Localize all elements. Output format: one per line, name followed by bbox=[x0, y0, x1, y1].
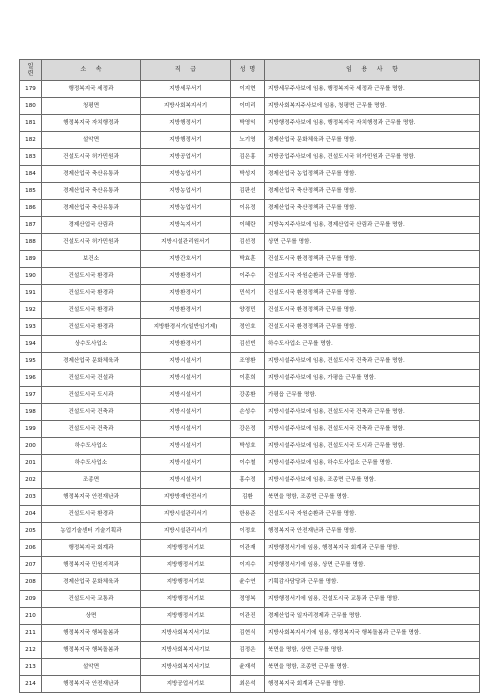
table-row bbox=[20, 234, 480, 251]
name-cell: 손성수 bbox=[231, 404, 265, 421]
name-cell: 노기영 bbox=[231, 132, 265, 149]
department-cell: 경제산업국 문화체육과 bbox=[42, 574, 141, 591]
serial-number-cell: 206 bbox=[20, 540, 42, 557]
name-cell: 윤재석 bbox=[231, 659, 265, 676]
appointment-cell: 하수도사업소 근무를 명함. bbox=[265, 336, 480, 353]
rank-cell: 지방환경서기(일반임기제) bbox=[141, 319, 231, 336]
rank-cell: 지방녹지서기 bbox=[141, 217, 231, 234]
appointment-cell: 지방시설주사보에 임용, 조종면 근무를 명함. bbox=[265, 472, 480, 489]
appointment-cell: 지방사회복지주사보에 임용, 청평면 근무를 명함. bbox=[265, 98, 480, 115]
serial-number-cell: 214 bbox=[20, 676, 42, 693]
name-cell: 이관진 bbox=[231, 608, 265, 625]
serial-number-cell: 180 bbox=[20, 98, 42, 115]
department-cell: 행정복지국 행복돌봄과 bbox=[42, 625, 141, 642]
appointment-cell: 지방시설주사보에 임용, 건설도시국 도시과 근무를 명함. bbox=[265, 438, 480, 455]
department-cell: 경제산업국 산림과 bbox=[42, 217, 141, 234]
table-row bbox=[20, 353, 480, 370]
name-cell: 강은정 bbox=[231, 421, 265, 438]
rank-cell: 지방환경서기 bbox=[141, 336, 231, 353]
serial-number-cell: 186 bbox=[20, 200, 42, 217]
department-cell: 행정복지국 행복돌봄과 bbox=[42, 642, 141, 659]
appointment-cell: 경제산업국 문화체육과 근무를 명함. bbox=[265, 132, 480, 149]
name-cell: 정영복 bbox=[231, 591, 265, 608]
name-cell: 김선빈 bbox=[231, 336, 265, 353]
name-cell: 김정은 bbox=[231, 642, 265, 659]
name-cell: 양경민 bbox=[231, 302, 265, 319]
table-row bbox=[20, 115, 480, 132]
table-row bbox=[20, 387, 480, 404]
name-cell: 최은석 bbox=[231, 676, 265, 693]
rank-cell: 지방행정서기보 bbox=[141, 608, 231, 625]
name-cell: 김은홍 bbox=[231, 149, 265, 166]
rank-cell: 지방공업서기보 bbox=[141, 676, 231, 693]
rank-cell: 지방시설서기 bbox=[141, 455, 231, 472]
appointment-cell: 지방사회복지서기에 임용, 행정복지국 행복돌봄과 근무를 명함. bbox=[265, 625, 480, 642]
name-cell: 이주수 bbox=[231, 268, 265, 285]
name-cell: 이훈희 bbox=[231, 370, 265, 387]
serial-number-cell: 203 bbox=[20, 489, 42, 506]
table-row bbox=[20, 540, 480, 557]
appointment-cell: 건설도시국 환경정책과 근무를 명함. bbox=[265, 302, 480, 319]
appointment-document bbox=[19, 59, 480, 693]
name-cell: 조영환 bbox=[231, 353, 265, 370]
department-cell: 경제산업국 문화체육과 bbox=[42, 353, 141, 370]
serial-number-cell: 191 bbox=[20, 285, 42, 302]
serial-number-cell: 182 bbox=[20, 132, 42, 149]
serial-number-cell: 212 bbox=[20, 642, 42, 659]
appointment-cell: 건설도시국 환경정책과 근무를 명함. bbox=[265, 285, 480, 302]
appointment-cell: 지방시설주사보에 임용, 건설도시국 건축과 근무를 명함. bbox=[265, 421, 480, 438]
serial-number-cell: 179 bbox=[20, 81, 42, 98]
appointment-cell: 건설도시국 자원순환과 근무를 명함. bbox=[265, 268, 480, 285]
header-rank: 직 급 bbox=[141, 60, 231, 81]
table-row bbox=[20, 302, 480, 319]
rank-cell: 지방환경서기 bbox=[141, 268, 231, 285]
name-cell: 이관재 bbox=[231, 540, 265, 557]
serial-number-cell: 190 bbox=[20, 268, 42, 285]
rank-cell: 지방환경서기 bbox=[141, 302, 231, 319]
rank-cell: 지방행정서기보 bbox=[141, 557, 231, 574]
appointment-cell: 지방녹지주사보에 임용, 경제산업국 산림과 근무를 명함. bbox=[265, 217, 480, 234]
rank-cell: 지방농업서기 bbox=[141, 166, 231, 183]
department-cell: 행정복지국 회계과 bbox=[42, 540, 141, 557]
serial-number-cell: 209 bbox=[20, 591, 42, 608]
rank-cell: 지방시설서기 bbox=[141, 438, 231, 455]
table-row bbox=[20, 523, 480, 540]
table-row bbox=[20, 438, 480, 455]
rank-cell: 지방사회복지서기보 bbox=[141, 642, 231, 659]
rank-cell: 지방행정서기 bbox=[141, 132, 231, 149]
table-row bbox=[20, 625, 480, 642]
name-cell: 이수철 bbox=[231, 455, 265, 472]
table-row bbox=[20, 166, 480, 183]
department-cell: 건설도시국 교통과 bbox=[42, 591, 141, 608]
appointment-cell: 상면 근무를 명함. bbox=[265, 234, 480, 251]
table-row bbox=[20, 268, 480, 285]
name-cell: 이미리 bbox=[231, 98, 265, 115]
name-cell: 박성지 bbox=[231, 166, 265, 183]
serial-number-cell: 189 bbox=[20, 251, 42, 268]
serial-number-cell: 196 bbox=[20, 370, 42, 387]
name-cell: 윤수연 bbox=[231, 574, 265, 591]
department-cell: 건설도시국 건축과 bbox=[42, 421, 141, 438]
serial-number-cell: 192 bbox=[20, 302, 42, 319]
table-row bbox=[20, 489, 480, 506]
rank-cell: 지방시설서기 bbox=[141, 472, 231, 489]
appointment-cell: 지방행정서기에 임용, 행정복지국 회계과 근무를 명함. bbox=[265, 540, 480, 557]
department-cell: 조종면 bbox=[42, 472, 141, 489]
rank-cell: 지방사회복지서기보 bbox=[141, 659, 231, 676]
appointment-cell: 지방시설주사보에 임용, 가평읍 근무를 명함. bbox=[265, 370, 480, 387]
table-row bbox=[20, 336, 480, 353]
rank-cell: 지방시설서기 bbox=[141, 404, 231, 421]
department-cell: 건설도시국 건축과 bbox=[42, 404, 141, 421]
appointment-cell: 북면을 명함, 상면 근무를 명함. bbox=[265, 642, 480, 659]
department-cell: 하수도사업소 bbox=[42, 455, 141, 472]
appointment-cell: 지방세무주사보에 임용, 행정복지국 세정과 근무를 명함. bbox=[265, 81, 480, 98]
table-body bbox=[20, 81, 480, 693]
department-cell: 농업기술센터 기술기획과 bbox=[42, 523, 141, 540]
header-row bbox=[20, 60, 480, 81]
name-cell: 강종환 bbox=[231, 387, 265, 404]
table-row bbox=[20, 676, 480, 693]
department-cell: 경제산업국 축산유통과 bbox=[42, 200, 141, 217]
name-cell: 박영익 bbox=[231, 115, 265, 132]
name-cell: 정인호 bbox=[231, 319, 265, 336]
appointment-cell: 지방행정서기에 임용, 건설도시국 교통과 근무를 명함. bbox=[265, 591, 480, 608]
name-cell: 민석기 bbox=[231, 285, 265, 302]
department-cell: 설악면 bbox=[42, 132, 141, 149]
department-cell: 건설도시국 허가민원과 bbox=[42, 149, 141, 166]
appointment-cell: 북면을 명함, 조종면 근무를 명함. bbox=[265, 659, 480, 676]
header-name: 성 명 bbox=[231, 60, 265, 81]
serial-number-cell: 201 bbox=[20, 455, 42, 472]
table-row bbox=[20, 200, 480, 217]
department-cell: 행정복지국 안전재난과 bbox=[42, 489, 141, 506]
department-cell: 건설도시국 환경과 bbox=[42, 319, 141, 336]
rank-cell: 지방시설서기 bbox=[141, 353, 231, 370]
table-row bbox=[20, 455, 480, 472]
appointment-cell: 건설도시국 자원순환과 근무를 명함. bbox=[265, 506, 480, 523]
table-row bbox=[20, 132, 480, 149]
rank-cell: 지방시설서기 bbox=[141, 387, 231, 404]
table-row bbox=[20, 659, 480, 676]
header-appointment-details: 임 용 사 항 bbox=[265, 60, 480, 81]
name-cell: 김판선 bbox=[231, 183, 265, 200]
table-row bbox=[20, 472, 480, 489]
rank-cell: 지방행정서기보 bbox=[141, 540, 231, 557]
appointment-cell: 가평읍 근무를 명함. bbox=[265, 387, 480, 404]
table-row bbox=[20, 642, 480, 659]
name-cell: 이유정 bbox=[231, 200, 265, 217]
rank-cell: 지방시설서기 bbox=[141, 370, 231, 387]
department-cell: 건설도시국 건설과 bbox=[42, 370, 141, 387]
serial-number-cell: 204 bbox=[20, 506, 42, 523]
serial-number-cell: 194 bbox=[20, 336, 42, 353]
department-cell: 건설도시국 환경과 bbox=[42, 268, 141, 285]
appointment-cell: 지방행정서기에 임용, 상면 근무를 명함. bbox=[265, 557, 480, 574]
name-cell: 홍수정 bbox=[231, 472, 265, 489]
appointment-cell: 지방시설주사보에 임용, 하수도사업소 근무를 명함. bbox=[265, 455, 480, 472]
rank-cell: 지방세무서기 bbox=[141, 81, 231, 98]
serial-number-cell: 207 bbox=[20, 557, 42, 574]
appointment-cell: 경제산업국 축산정책과 근무를 명함. bbox=[265, 200, 480, 217]
table-row bbox=[20, 251, 480, 268]
rank-cell: 지방사회복지서기 bbox=[141, 98, 231, 115]
department-cell: 건설도시국 도시과 bbox=[42, 387, 141, 404]
appointment-cell: 지방시설주사보에 임용, 건설도시국 건축과 근무를 명함. bbox=[265, 404, 480, 421]
table-row bbox=[20, 404, 480, 421]
department-cell: 상면 bbox=[42, 608, 141, 625]
rank-cell: 지방공업서기 bbox=[141, 149, 231, 166]
department-cell: 행정복지국 자치행정과 bbox=[42, 115, 141, 132]
name-cell: 이지현 bbox=[231, 81, 265, 98]
serial-number-cell: 183 bbox=[20, 149, 42, 166]
serial-number-cell: 198 bbox=[20, 404, 42, 421]
department-cell: 상수도사업소 bbox=[42, 336, 141, 353]
rank-cell: 지방방재안전서기 bbox=[141, 489, 231, 506]
department-cell: 경제산업국 축산유통과 bbox=[42, 166, 141, 183]
serial-number-cell: 211 bbox=[20, 625, 42, 642]
name-cell: 김환 bbox=[231, 489, 265, 506]
rank-cell: 지방시설관리서기 bbox=[141, 506, 231, 523]
appointment-cell: 경제산업국 축산정책과 근무를 명함. bbox=[265, 183, 480, 200]
department-cell: 건설도시국 허가민원과 bbox=[42, 234, 141, 251]
department-cell: 보건소 bbox=[42, 251, 141, 268]
table-row bbox=[20, 506, 480, 523]
table-row bbox=[20, 319, 480, 336]
appointment-cell: 경제산업국 일자리경제과 근무를 명함. bbox=[265, 608, 480, 625]
serial-number-cell: 187 bbox=[20, 217, 42, 234]
serial-number-cell: 193 bbox=[20, 319, 42, 336]
serial-number-cell: 210 bbox=[20, 608, 42, 625]
name-cell: 박효훈 bbox=[231, 251, 265, 268]
serial-number-cell: 200 bbox=[20, 438, 42, 455]
name-cell: 한용준 bbox=[231, 506, 265, 523]
appointment-cell: 경제산업국 농업정책과 근무를 명함. bbox=[265, 166, 480, 183]
rank-cell: 지방행정서기보 bbox=[141, 591, 231, 608]
rank-cell: 지방시설관리원서기 bbox=[141, 234, 231, 251]
serial-number-cell: 181 bbox=[20, 115, 42, 132]
rank-cell: 지방간호서기 bbox=[141, 251, 231, 268]
department-cell: 건설도시국 환경과 bbox=[42, 302, 141, 319]
table-row bbox=[20, 557, 480, 574]
department-cell: 행정복지국 세정과 bbox=[42, 81, 141, 98]
name-cell: 이지수 bbox=[231, 557, 265, 574]
appointment-cell: 건설도시국 환경정책과 근무를 명함. bbox=[265, 251, 480, 268]
table-row bbox=[20, 608, 480, 625]
appointment-cell: 기획감사담당과 근무를 명함. bbox=[265, 574, 480, 591]
appointment-cell: 지방공업주사보에 임용, 건설도시국 허가민원과 근무를 명함. bbox=[265, 149, 480, 166]
table-row bbox=[20, 421, 480, 438]
table-row bbox=[20, 217, 480, 234]
table-row bbox=[20, 81, 480, 98]
table-row bbox=[20, 183, 480, 200]
header-department: 소 속 bbox=[42, 60, 141, 81]
department-cell: 설악면 bbox=[42, 659, 141, 676]
serial-number-cell: 197 bbox=[20, 387, 42, 404]
table-row bbox=[20, 98, 480, 115]
rank-cell: 지방행정서기보 bbox=[141, 574, 231, 591]
rank-cell: 지방농업서기 bbox=[141, 183, 231, 200]
department-cell: 행정복지국 민원지적과 bbox=[42, 557, 141, 574]
table-row bbox=[20, 574, 480, 591]
serial-number-cell: 188 bbox=[20, 234, 42, 251]
serial-number-cell: 184 bbox=[20, 166, 42, 183]
department-cell: 건설도시국 환경과 bbox=[42, 285, 141, 302]
table-row bbox=[20, 370, 480, 387]
serial-number-cell: 185 bbox=[20, 183, 42, 200]
department-cell: 경제산업국 축산유통과 bbox=[42, 183, 141, 200]
appointment-cell: 행정복지국 회계과 근무를 명함. bbox=[265, 676, 480, 693]
name-cell: 박성호 bbox=[231, 438, 265, 455]
department-cell: 하수도사업소 bbox=[42, 438, 141, 455]
serial-number-cell: 195 bbox=[20, 353, 42, 370]
serial-number-cell: 208 bbox=[20, 574, 42, 591]
table-row bbox=[20, 285, 480, 302]
rank-cell: 지방행정서기 bbox=[141, 115, 231, 132]
serial-number-cell: 199 bbox=[20, 421, 42, 438]
name-cell: 이혜란 bbox=[231, 217, 265, 234]
table-row bbox=[20, 149, 480, 166]
name-cell: 김선정 bbox=[231, 234, 265, 251]
rank-cell: 지방환경서기 bbox=[141, 285, 231, 302]
appointment-cell: 건설도시국 환경정책과 근무를 명함. bbox=[265, 319, 480, 336]
department-cell: 건설도시국 환경과 bbox=[42, 506, 141, 523]
rank-cell: 지방시설관리서기 bbox=[141, 523, 231, 540]
appointment-cell: 행정복지국 안전재난과 근무를 명함. bbox=[265, 523, 480, 540]
rank-cell: 지방농업서기 bbox=[141, 200, 231, 217]
name-cell: 김현식 bbox=[231, 625, 265, 642]
rank-cell: 지방시설서기 bbox=[141, 421, 231, 438]
appointment-cell: 북면을 명함, 조종면 근무를 명함. bbox=[265, 489, 480, 506]
department-cell: 청평면 bbox=[42, 98, 141, 115]
rank-cell: 지방사회복지서기보 bbox=[141, 625, 231, 642]
appointment-cell: 지방시설주사보에 임용, 건설도시국 건축과 근무를 명함. bbox=[265, 353, 480, 370]
name-cell: 이정호 bbox=[231, 523, 265, 540]
serial-number-cell: 202 bbox=[20, 472, 42, 489]
header-serial-number: 일 련 bbox=[20, 60, 42, 81]
appointment-cell: 지방행정주사보에 임용, 행정복지국 자치행정과 근무를 명함. bbox=[265, 115, 480, 132]
department-cell: 행정복지국 안전재난과 bbox=[42, 676, 141, 693]
serial-number-cell: 205 bbox=[20, 523, 42, 540]
serial-number-cell: 213 bbox=[20, 659, 42, 676]
table-row bbox=[20, 591, 480, 608]
appointment-table bbox=[19, 59, 480, 693]
